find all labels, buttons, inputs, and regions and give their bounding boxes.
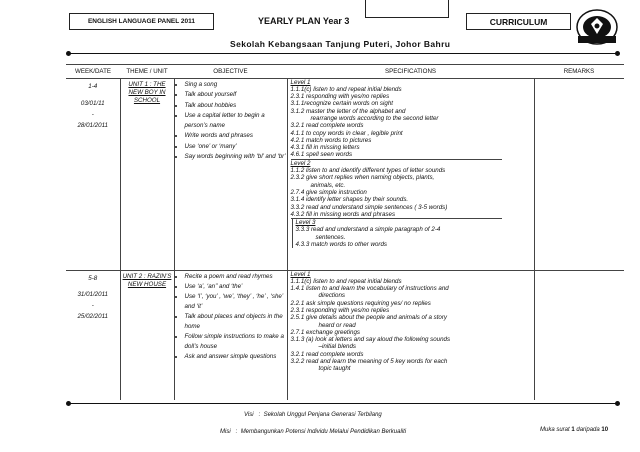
remarks-cell xyxy=(534,78,624,270)
objective-cell xyxy=(174,78,287,270)
rule-end-dot xyxy=(615,401,620,406)
list-item: • Recite a poem and read rhymes xyxy=(185,272,287,282)
rule-end-dot xyxy=(66,51,71,56)
level-title: Level 1 xyxy=(290,78,311,86)
table-row xyxy=(66,270,624,400)
list-item: • Use ‘a’, ‘an’’ and ‘the’ xyxy=(185,282,287,293)
week-cell: 1-4 03/01/11 - 28/01/2011 xyxy=(77,82,108,129)
specification-cell: Level 1 1.1.1(c) listen to and repeat initial blends 2.3.1 responding with yes/no replies 3.1.1recognize certain words on sight 3.1.2 master the letter of the alphabet and rearrange words according to the second letter 3.2.1 read complete words 4.1.1 to copy words in clear , legible print 4.2.1 match words to pictures 4.3.1 fill in missing letters 4.6.1 spell seen words Level 2 1.1.2 listen to and identify different types of letter sounds 2.3.2 give short replies when naming objects, plants, animals, etc. 2.7.4 give simple instruction 3.1.4 identify letter shapes by their sounds. 3.3.2 read and understand simple sentences ( 3-5 words) 4.3.2 fill in missing words and phrases Level 3 3.3.3 read and understand a simple paragraph of 2-4 sentences. 4.3.3 match words to other words xyxy=(287,78,534,270)
list-item: • Say words beginning with ‘bl’ and ‘br’ xyxy=(185,152,287,162)
school-mission: Misi : Membangunkan Potensi Individu Melalui Pendidikan Berkualiti xyxy=(220,429,407,435)
school-crest-icon xyxy=(574,7,620,47)
school-name: Sekolah Kebangsaan Tanjung Puteri, Johor Bahru xyxy=(230,39,451,49)
level-title: Level 1 xyxy=(290,270,311,278)
list-item: • Write words and phrases xyxy=(185,131,287,142)
col-theme: THEME / UNIT xyxy=(120,64,174,78)
list-item: • Talk about hobbies xyxy=(185,101,287,112)
theme-cell: UNIT 1 : THE NEW BOY IN SCHOOL xyxy=(120,78,174,270)
rule-end-dot xyxy=(615,51,620,56)
table-top-border xyxy=(66,64,624,65)
col-remarks: REMARKS xyxy=(534,64,624,78)
list-item: • Use ‘I’, ‘you’ , ‘we’, ‘they’ , ‘he’ , ‘she’ and ‘it’ xyxy=(185,292,287,312)
theme-cell: UNIT 2 : RAZIN’S NEW HOUSE xyxy=(120,270,174,400)
list-item: • Talk about yourself xyxy=(185,90,287,101)
curriculum-label: CURRICULUM xyxy=(466,13,571,30)
list-item: • Talk about places and objects in the home xyxy=(185,312,287,332)
panel-title: ENGLISH LANGUAGE PANEL 2011 xyxy=(69,13,214,30)
week-cell: 5-8 31/01/2011 - 25/02/2011 xyxy=(77,274,108,320)
yearly-plan-table xyxy=(66,64,624,400)
rule-end-dot xyxy=(66,401,71,406)
level-title: Level 3 xyxy=(295,219,316,227)
footer-rule xyxy=(70,403,618,404)
col-specifications: SPECIFICATIONS xyxy=(287,64,534,78)
objective-cell xyxy=(174,270,287,400)
list-item: • Use a capital letter to begin a person’s name xyxy=(185,111,287,131)
document-title: YEARLY PLAN Year 3 xyxy=(258,16,350,26)
page-number: Muka surat 1 daripada 10 xyxy=(540,427,609,433)
col-week: WEEK/DATE xyxy=(66,64,120,78)
remarks-cell xyxy=(534,270,624,400)
specification-cell: Level 1 1.1.1(c) listen to and repeat initial blends 1.4.1 listen to and learn the vocabulary of instructions and directions 2.2.1 ask simple questions requiring yes/ no replies 2.3.1 responding with yes/no replies 2.5.1 give details about the people and animals of a story heard or read 2.7.1 exchange greetings 3.1.3 (a) look at letters and say aloud the following sounds –initial blends 3.2.1 read complete words 3.2.2 read and learn the meaning of 5 key words for each topic taught xyxy=(287,270,534,400)
list-item: • Use ‘one’ or ‘many’ xyxy=(185,142,287,153)
list-item: • Follow simple instructions to make a doll’s house xyxy=(185,332,287,352)
blank-box xyxy=(365,0,449,18)
list-item: • Ask and answer simple questions xyxy=(185,352,287,362)
header-rule xyxy=(70,53,618,54)
list-item: • Sing a song xyxy=(185,80,287,91)
col-objective: OBJECTIVE xyxy=(174,64,287,78)
table-row xyxy=(66,78,624,270)
school-vision: Visi : Sekolah Unggul Penjana Generasi Terbilang xyxy=(244,412,382,418)
level-title: Level 2 xyxy=(290,159,311,167)
